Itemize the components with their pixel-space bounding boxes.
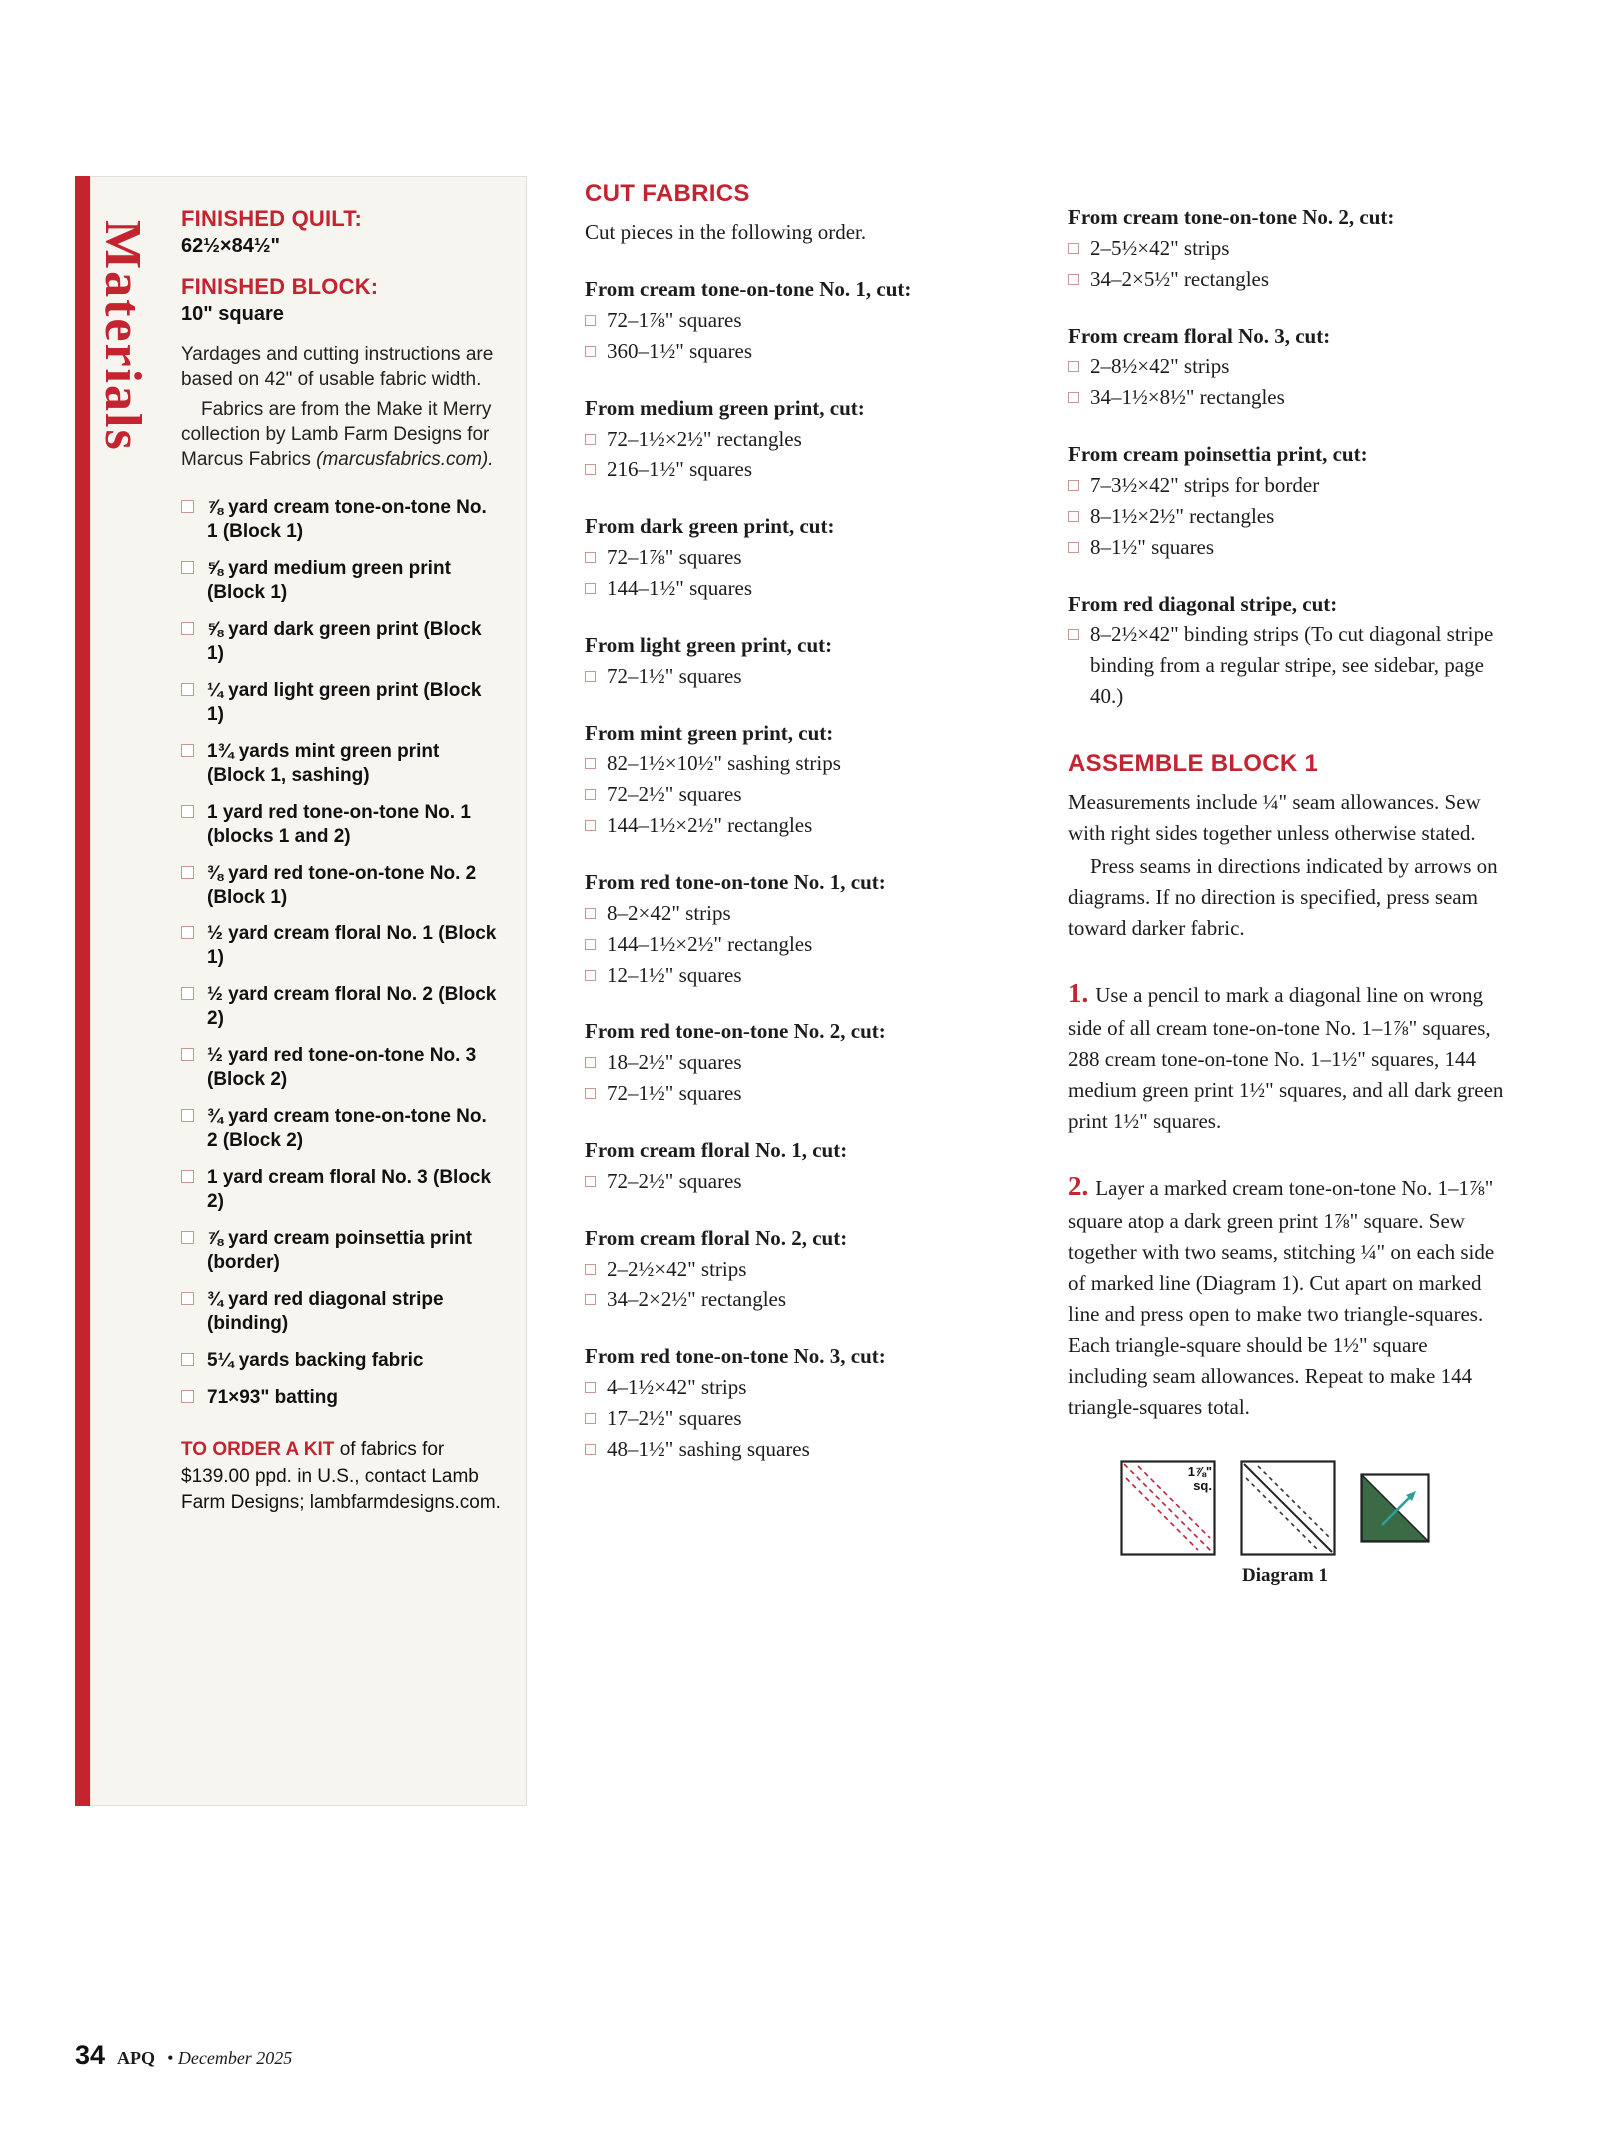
sewn-square-diagram-icon xyxy=(1240,1460,1336,1556)
materials-checklist-item xyxy=(181,1227,501,1275)
cut-group-items xyxy=(1068,619,1512,712)
materials-checklist xyxy=(181,496,501,1409)
cut-item xyxy=(1068,351,1512,382)
cut-group-items xyxy=(585,661,1017,692)
cut-group-items xyxy=(585,1372,1017,1465)
cut-item-label: 17–2½" squares xyxy=(607,1406,742,1431)
cut-group xyxy=(1068,321,1512,414)
checkbox-icon[interactable] xyxy=(181,1292,194,1305)
finished-block-value: 10" square xyxy=(181,303,284,325)
cut-item xyxy=(585,573,1017,604)
cut-item xyxy=(585,1047,1017,1078)
cut-item xyxy=(585,1403,1017,1434)
materials-item-label: ¾ yard cream tone-on-tone No. 2 (Block 2) xyxy=(207,1106,487,1152)
checkbox-icon[interactable] xyxy=(1068,243,1079,254)
cut-item xyxy=(585,305,1017,336)
cut-item xyxy=(1068,470,1512,501)
checkbox-icon[interactable] xyxy=(181,1353,194,1366)
materials-checklist-item xyxy=(181,557,501,605)
materials-checklist-item xyxy=(181,1105,501,1153)
cut-item xyxy=(1068,233,1512,264)
checkbox-icon[interactable] xyxy=(585,1176,596,1187)
step-text: Layer a marked cream tone-on-tone No. 1–1⅞" square atop a dark green print 1⅞" square. Sew together with two seams, stitching ¼" on each side of marked line (Diagram 1). Cut apart on marked line and press open to make two triangle-squares. Each triangle-square should be 1½" square including seam allowances. Repeat to make 144 triangle-squares total. xyxy=(1068,1175,1495,1419)
cut-item-label: 360–1½" squares xyxy=(607,338,753,363)
materials-sidebar xyxy=(75,176,527,1806)
magazine-name: APQ xyxy=(117,2048,156,2068)
checkbox-icon[interactable] xyxy=(585,1382,596,1393)
checkbox-icon[interactable] xyxy=(1068,480,1079,491)
cut-group-items xyxy=(585,1047,1017,1109)
cut-item-label: 144–1½×2½" rectangles xyxy=(607,813,813,838)
assemble-block-heading: ASSEMBLE BLOCK 1 xyxy=(1068,750,1319,778)
checkbox-icon[interactable] xyxy=(181,500,194,513)
cut-item-label: 2–8½×42" strips xyxy=(1090,354,1230,379)
cut-item-label: 34–1½×8½" rectangles xyxy=(1090,385,1285,410)
triangle-square-diagram-icon xyxy=(1360,1473,1430,1543)
checkbox-icon[interactable] xyxy=(1068,274,1079,285)
checkbox-icon[interactable] xyxy=(585,552,596,563)
step-number: 2. xyxy=(1068,1170,1089,1201)
assembly-steps xyxy=(1068,974,1512,1423)
checkbox-icon[interactable] xyxy=(181,987,194,1000)
materials-item-label: ½ yard red tone-on-tone No. 3 (Block 2) xyxy=(207,1045,477,1091)
cut-group-items xyxy=(1068,470,1512,563)
page-footer xyxy=(75,2040,292,2071)
finished-quilt-heading: FINISHED QUILT: xyxy=(181,206,363,231)
square-size-label-line1: 1⅞" xyxy=(1187,1464,1212,1480)
checkbox-icon[interactable] xyxy=(585,970,596,981)
checkbox-icon[interactable] xyxy=(181,1048,194,1061)
checkbox-icon[interactable] xyxy=(585,434,596,445)
materials-checklist-item xyxy=(181,1386,501,1410)
cut-groups-column-2 xyxy=(1068,202,1512,712)
materials-item-label: ¼ yard light green print (Block 1) xyxy=(207,679,482,725)
cut-item-label: 34–2×5½" rectangles xyxy=(1090,266,1270,291)
checkbox-icon[interactable] xyxy=(585,315,596,326)
materials-item-label: 1 yard cream floral No. 3 (Block 2) xyxy=(207,1166,492,1212)
cut-item-label: 7–3½×42" strips for border xyxy=(1090,473,1320,498)
cut-item-label: 8–1½" squares xyxy=(1090,534,1215,559)
assembly-step xyxy=(1068,974,1512,1137)
cut-item-label: 12–1½" squares xyxy=(607,962,742,987)
finished-quilt-value: 62½×84½" xyxy=(181,235,281,257)
cut-item xyxy=(1068,619,1512,712)
checkbox-icon[interactable] xyxy=(585,583,596,594)
cut-item xyxy=(585,454,1017,485)
fabric-collection-text: Fabrics are from the Make it Merry collection by Lamb Farm Designs for Marcus Fabrics xyxy=(181,398,492,471)
materials-checklist-item xyxy=(181,1288,501,1336)
cut-fabrics-column-2 xyxy=(1068,176,1512,1590)
cut-item-label: 8–2½×42" binding strips (To cut diagonal stripe binding from a regular stripe, see sidebar, page 40.) xyxy=(1090,622,1494,709)
checkbox-icon[interactable] xyxy=(181,926,194,939)
cut-item-label: 72–1⅞" squares xyxy=(607,307,742,332)
cut-group-heading: From light green print, cut: xyxy=(585,632,833,657)
materials-item-label: ¾ yard red diagonal stripe (binding) xyxy=(207,1288,444,1334)
cut-item xyxy=(1068,501,1512,532)
cut-group-heading: From red tone-on-tone No. 2, cut: xyxy=(585,1019,886,1044)
checkbox-icon[interactable] xyxy=(1068,511,1079,522)
materials-item-label: ⅞ yard cream tone-on-tone No. 1 (Block 1) xyxy=(207,497,487,543)
materials-item-label: ⅝ yard medium green print (Block 1) xyxy=(207,558,451,604)
materials-item-label: ⅞ yard cream poinsettia print (border) xyxy=(207,1227,473,1273)
checkbox-icon[interactable] xyxy=(1068,542,1079,553)
checkbox-icon[interactable] xyxy=(181,805,194,818)
checkbox-icon[interactable] xyxy=(585,1057,596,1068)
cut-group xyxy=(1068,202,1512,295)
cut-item-label: 72–1⅞" squares xyxy=(607,545,742,570)
checkbox-icon[interactable] xyxy=(585,939,596,950)
materials-item-label: 5¼ yards backing fabric xyxy=(207,1349,424,1371)
seam-allowance-note: Measurements include ¼" seam allowances. Sew with right sides together unless otherwise stated. xyxy=(1068,790,1481,846)
checkbox-icon[interactable] xyxy=(181,1170,194,1183)
cut-item xyxy=(585,424,1017,455)
finished-block-heading: FINISHED BLOCK: xyxy=(181,274,379,299)
cut-item-label: 2–2½×42" strips xyxy=(607,1256,747,1281)
checkbox-icon[interactable] xyxy=(181,866,194,879)
cut-group-items xyxy=(585,748,1017,841)
checkbox-icon[interactable] xyxy=(585,1444,596,1455)
materials-checklist-item xyxy=(181,1044,501,1092)
cut-item xyxy=(585,336,1017,367)
materials-checklist-item xyxy=(181,801,501,849)
cut-item-label: 2–5½×42" strips xyxy=(1090,235,1230,260)
cut-item xyxy=(585,542,1017,573)
cut-item xyxy=(585,748,1017,779)
materials-checklist-item xyxy=(181,922,501,970)
checkbox-icon[interactable] xyxy=(181,1390,194,1403)
cut-group-heading: From red tone-on-tone No. 3, cut: xyxy=(585,1344,886,1369)
cut-group xyxy=(1068,589,1512,712)
materials-item-label: 1¾ yards mint green print (Block 1, sashing) xyxy=(207,740,440,786)
cut-item-label: 18–2½" squares xyxy=(607,1050,742,1075)
cut-group-items xyxy=(585,1166,1017,1197)
cut-group-heading: From red tone-on-tone No. 1, cut: xyxy=(585,870,886,895)
checkbox-icon[interactable] xyxy=(1068,629,1079,640)
materials-checklist-item xyxy=(181,679,501,727)
checkbox-icon[interactable] xyxy=(585,346,596,357)
cut-group xyxy=(585,1223,1017,1316)
cut-item xyxy=(1068,264,1512,295)
cut-item xyxy=(585,1078,1017,1109)
yardage-note: Yardages and cutting instructions are based on 42" of usable fabric width. xyxy=(181,344,494,391)
checkbox-icon[interactable] xyxy=(1068,392,1079,403)
cut-group-heading: From cream floral No. 2, cut: xyxy=(585,1225,848,1250)
assembly-step xyxy=(1068,1167,1512,1423)
cut-item-label: 72–2½" squares xyxy=(607,1168,742,1193)
cut-item-label: 72–1½" squares xyxy=(607,663,742,688)
cut-item-label: 72–1½" squares xyxy=(607,1081,742,1106)
cut-item xyxy=(585,1434,1017,1465)
cut-group-heading: From cream poinsettia print, cut: xyxy=(1068,442,1368,467)
cut-item-label: 144–1½×2½" rectangles xyxy=(607,931,813,956)
step-number: 1. xyxy=(1068,977,1089,1008)
materials-item-label: ½ yard cream floral No. 2 (Block 2) xyxy=(207,984,497,1030)
checkbox-icon[interactable] xyxy=(585,464,596,475)
checkbox-icon[interactable] xyxy=(585,671,596,682)
checkbox-icon[interactable] xyxy=(1068,361,1079,372)
cut-item-label: 72–2½" squares xyxy=(607,782,742,807)
cut-group-heading: From cream tone-on-tone No. 2, cut: xyxy=(1068,205,1395,229)
checkbox-icon[interactable] xyxy=(585,820,596,831)
cut-item-label: 144–1½" squares xyxy=(607,576,753,600)
checkbox-icon[interactable] xyxy=(181,1109,194,1122)
cut-group xyxy=(585,718,1017,841)
checkbox-icon[interactable] xyxy=(181,622,194,635)
materials-item-label: 1 yard red tone-on-tone No. 1 (blocks 1 and 2) xyxy=(207,801,471,847)
cut-group-items xyxy=(585,305,1017,367)
cut-item-label: 72–1½×2½" rectangles xyxy=(607,426,802,451)
cut-item xyxy=(585,929,1017,960)
checkbox-icon[interactable] xyxy=(585,758,596,769)
materials-checklist-item xyxy=(181,862,501,910)
kit-order-rest: of fabrics for $139.00 ppd. in U.S., contact Lamb Farm Designs; lambfarmdesigns.com. xyxy=(181,1439,501,1513)
materials-vertical-label: Materials xyxy=(94,220,151,452)
cut-item xyxy=(585,810,1017,841)
cut-group-items xyxy=(585,424,1017,486)
materials-item-label: ⅝ yard dark green print (Block 1) xyxy=(207,619,482,665)
step-text: Use a pencil to mark a diagonal line on wrong side of all cream tone-on-tone No. 1–1⅞" squares, 288 cream tone-on-tone No. 1–1½" squares, 144 medium green print 1½" squares, and all dark green print 1½" squares. xyxy=(1068,982,1504,1133)
cut-group-heading: From dark green print, cut: xyxy=(585,514,835,539)
cut-item xyxy=(1068,532,1512,563)
checkbox-icon[interactable] xyxy=(181,1231,194,1244)
issue-date: • December 2025 xyxy=(167,2048,293,2068)
cut-fabrics-heading: CUT FABRICS xyxy=(585,180,750,207)
cut-group-heading: From mint green print, cut: xyxy=(585,720,834,745)
cut-group xyxy=(585,1016,1017,1109)
cut-item xyxy=(585,898,1017,929)
cut-group xyxy=(585,511,1017,604)
checkbox-icon[interactable] xyxy=(585,1294,596,1305)
cut-item xyxy=(585,960,1017,991)
cut-group-items xyxy=(1068,351,1512,413)
red-accent-bar xyxy=(75,176,90,1806)
cut-group-items xyxy=(585,1254,1017,1316)
cut-item xyxy=(585,1254,1017,1285)
marcusfabrics-site-text: (marcusfabrics.com). xyxy=(316,449,494,471)
cut-item xyxy=(585,661,1017,692)
marked-square-diagram-icon xyxy=(1120,1460,1216,1556)
materials-item-label: ⅜ yard red tone-on-tone No. 2 (Block 1) xyxy=(207,862,477,908)
cut-group-heading: From cream floral No. 3, cut: xyxy=(1068,323,1331,348)
materials-checklist-item xyxy=(181,1166,501,1214)
materials-checklist-item xyxy=(181,1349,501,1373)
materials-checklist-item xyxy=(181,740,501,788)
cut-group-items xyxy=(1068,233,1512,295)
cut-item-label: 48–1½" sashing squares xyxy=(607,1436,810,1461)
cut-fabrics-column-1 xyxy=(585,176,1017,1465)
cut-group xyxy=(585,274,1017,367)
cut-group-heading: From medium green print, cut: xyxy=(585,395,865,420)
cut-item-label: 82–1½×10½" sashing strips xyxy=(607,751,841,776)
cut-group-heading: From red diagonal stripe, cut: xyxy=(1068,591,1338,616)
cut-group-heading: From cream tone-on-tone No. 1, cut: xyxy=(585,277,912,302)
checkbox-icon[interactable] xyxy=(585,1413,596,1424)
cut-item-label: 8–1½×2½" rectangles xyxy=(1090,503,1275,528)
fabric-collection-note xyxy=(181,397,501,473)
materials-checklist-item xyxy=(181,618,501,666)
kit-order-lead: TO ORDER A KIT xyxy=(181,1439,335,1461)
cut-item-label: 216–1½" squares xyxy=(607,457,753,482)
cut-item xyxy=(585,1372,1017,1403)
cut-group xyxy=(585,393,1017,486)
checkbox-icon[interactable] xyxy=(181,561,194,574)
checkbox-icon[interactable] xyxy=(585,1264,596,1275)
press-seams-note: Press seams in directions indicated by arrows on diagrams. If no direction is specified, press seam toward darker fabric. xyxy=(1068,854,1498,940)
materials-checklist-item xyxy=(181,983,501,1031)
cut-groups-column-1 xyxy=(585,274,1017,1465)
square-size-label-line2: sq. xyxy=(1193,1478,1212,1494)
checkbox-icon[interactable] xyxy=(585,1088,596,1099)
cut-group-heading: From cream floral No. 1, cut: xyxy=(585,1138,848,1163)
cut-group xyxy=(585,630,1017,692)
cut-item xyxy=(585,779,1017,810)
cut-item xyxy=(585,1166,1017,1197)
materials-checklist-item xyxy=(181,496,501,544)
cut-item xyxy=(585,1284,1017,1315)
diagram-1-caption: Diagram 1 xyxy=(1241,1565,1328,1587)
cut-group xyxy=(585,1341,1017,1464)
checkbox-icon[interactable] xyxy=(585,908,596,919)
cut-item-label: 8–2×42" strips xyxy=(607,900,731,925)
cut-group-items xyxy=(585,542,1017,604)
checkbox-icon[interactable] xyxy=(181,744,194,757)
checkbox-icon[interactable] xyxy=(181,683,194,696)
page-number: 34 xyxy=(75,2040,106,2070)
materials-item-label: ½ yard cream floral No. 1 (Block 1) xyxy=(207,923,497,969)
cut-group xyxy=(585,867,1017,990)
diagram-1-figures xyxy=(1120,1460,1512,1556)
materials-item-label: 71×93" batting xyxy=(207,1386,338,1408)
cut-item-label: 4–1½×42" strips xyxy=(607,1375,747,1400)
cut-item xyxy=(1068,382,1512,413)
materials-content xyxy=(181,206,501,1516)
cut-fabrics-intro: Cut pieces in the following order. xyxy=(585,220,867,245)
cut-group xyxy=(1068,439,1512,562)
checkbox-icon[interactable] xyxy=(585,789,596,800)
kit-order-note xyxy=(181,1437,501,1516)
cut-group-items xyxy=(585,898,1017,991)
cut-group xyxy=(585,1135,1017,1197)
assemble-block-1-section xyxy=(1068,746,1512,1590)
cut-item-label: 34–2×2½" rectangles xyxy=(607,1287,787,1312)
